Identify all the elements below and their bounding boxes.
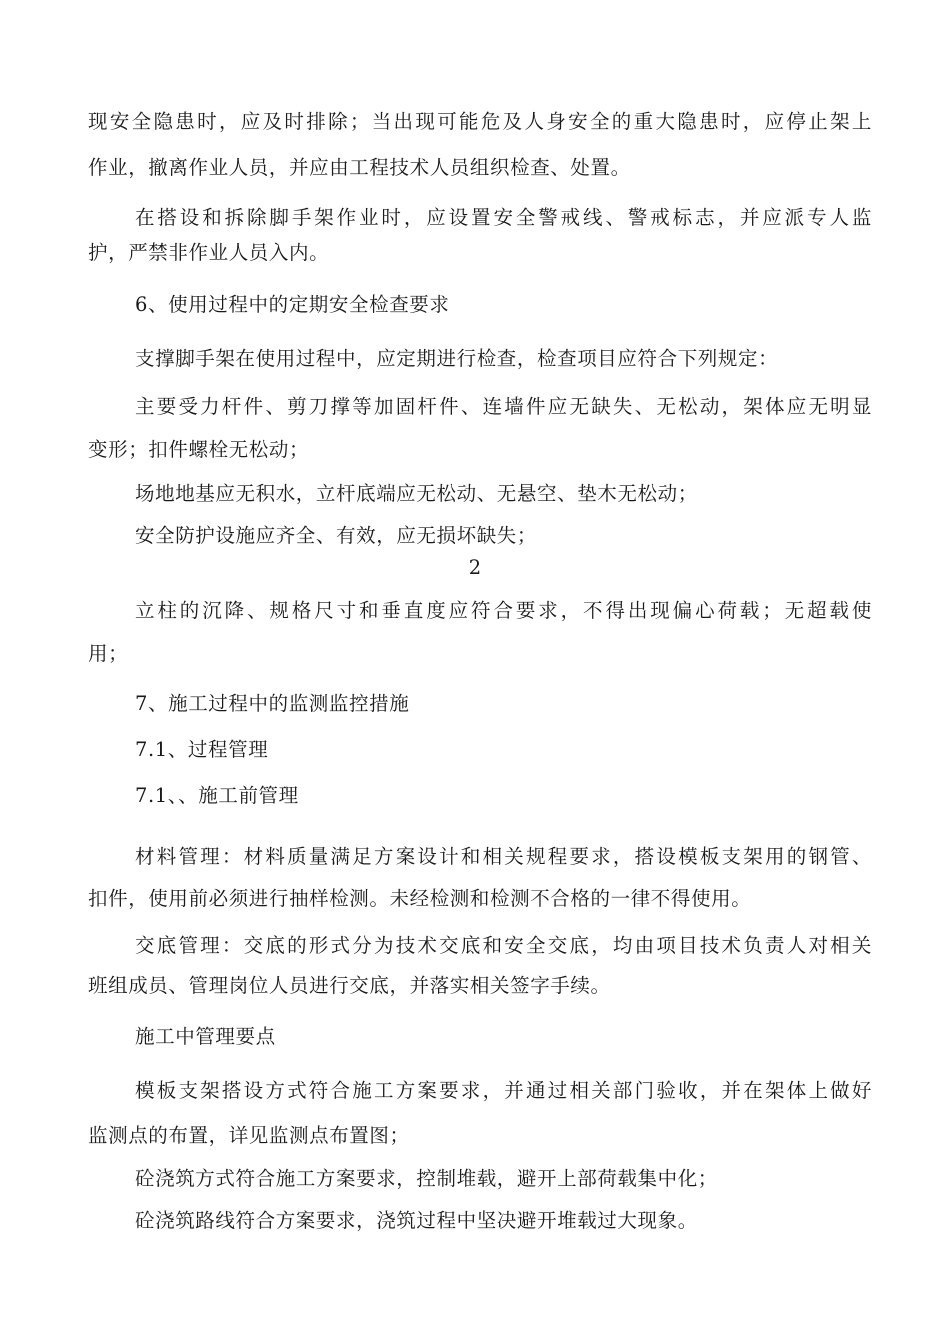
text-line: 在搭设和拆除脚手架作业时，应设置安全警戒线、警戒标志，并应派专人监 <box>135 206 872 229</box>
text-line: 立柱的沉降、规格尺寸和垂直度应符合要求，不得出现偏心荷载；无超载使 <box>135 599 872 622</box>
section-heading: 7、施工过程中的监测监控措施 <box>135 692 410 715</box>
section-heading: 7.1、、施工前管理 <box>135 784 299 807</box>
text-line: 用； <box>88 642 129 665</box>
text-line: 安全防护设施应齐全、有效，应无损坏缺失； <box>135 524 538 547</box>
text-line: 交底管理：交底的形式分为技术交底和安全交底，均由项目技术负责人对相关 <box>135 934 872 957</box>
text-line: 砼浇筑路线符合方案要求，浇筑过程中坚决避开堆载过大现象。 <box>135 1209 698 1232</box>
text-line: 模板支架搭设方式符合施工方案要求，并通过相关部门验收，并在架体上做好 <box>135 1079 872 1102</box>
text-line: 主要受力杆件、剪刀撑等加固杆件、连墙件应无缺失、无松动，架体应无明显 <box>135 395 872 418</box>
section-heading: 施工中管理要点 <box>135 1025 276 1048</box>
section-heading: 6、使用过程中的定期安全检查要求 <box>135 293 450 316</box>
text-line: 扣件，使用前必须进行抽样检测。未经检测和检测不合格的一律不得使用。 <box>88 887 752 910</box>
text-line: 护，严禁非作业人员入内。 <box>88 241 330 264</box>
section-heading: 7.1、过程管理 <box>135 738 269 761</box>
text-line: 监测点的布置，详见监测点布置图； <box>88 1124 410 1147</box>
page-number: 2 <box>468 556 482 579</box>
text-line: 砼浇筑方式符合施工方案要求，控制堆载，避开上部荷载集中化； <box>135 1167 718 1190</box>
text-line: 场地地基应无积水，立杆底端应无松动、无悬空、垫木无松动； <box>135 482 698 505</box>
text-line: 变形；扣件螺栓无松动； <box>88 438 310 461</box>
text-line: 作业，撤离作业人员，并应由工程技术人员组织检查、处置。 <box>88 156 631 179</box>
text-line: 材料管理：材料质量满足方案设计和相关规程要求，搭设模板支架用的钢管、 <box>135 845 872 868</box>
text-line: 现安全隐患时，应及时排除；当出现可能危及人身安全的重大隐患时，应停止架上 <box>88 110 872 133</box>
text-line: 班组成员、管理岗位人员进行交底，并落实相关签字手续。 <box>88 974 611 997</box>
text-line: 支撑脚手架在使用过程中，应定期进行检查，检查项目应符合下列规定： <box>135 347 779 370</box>
